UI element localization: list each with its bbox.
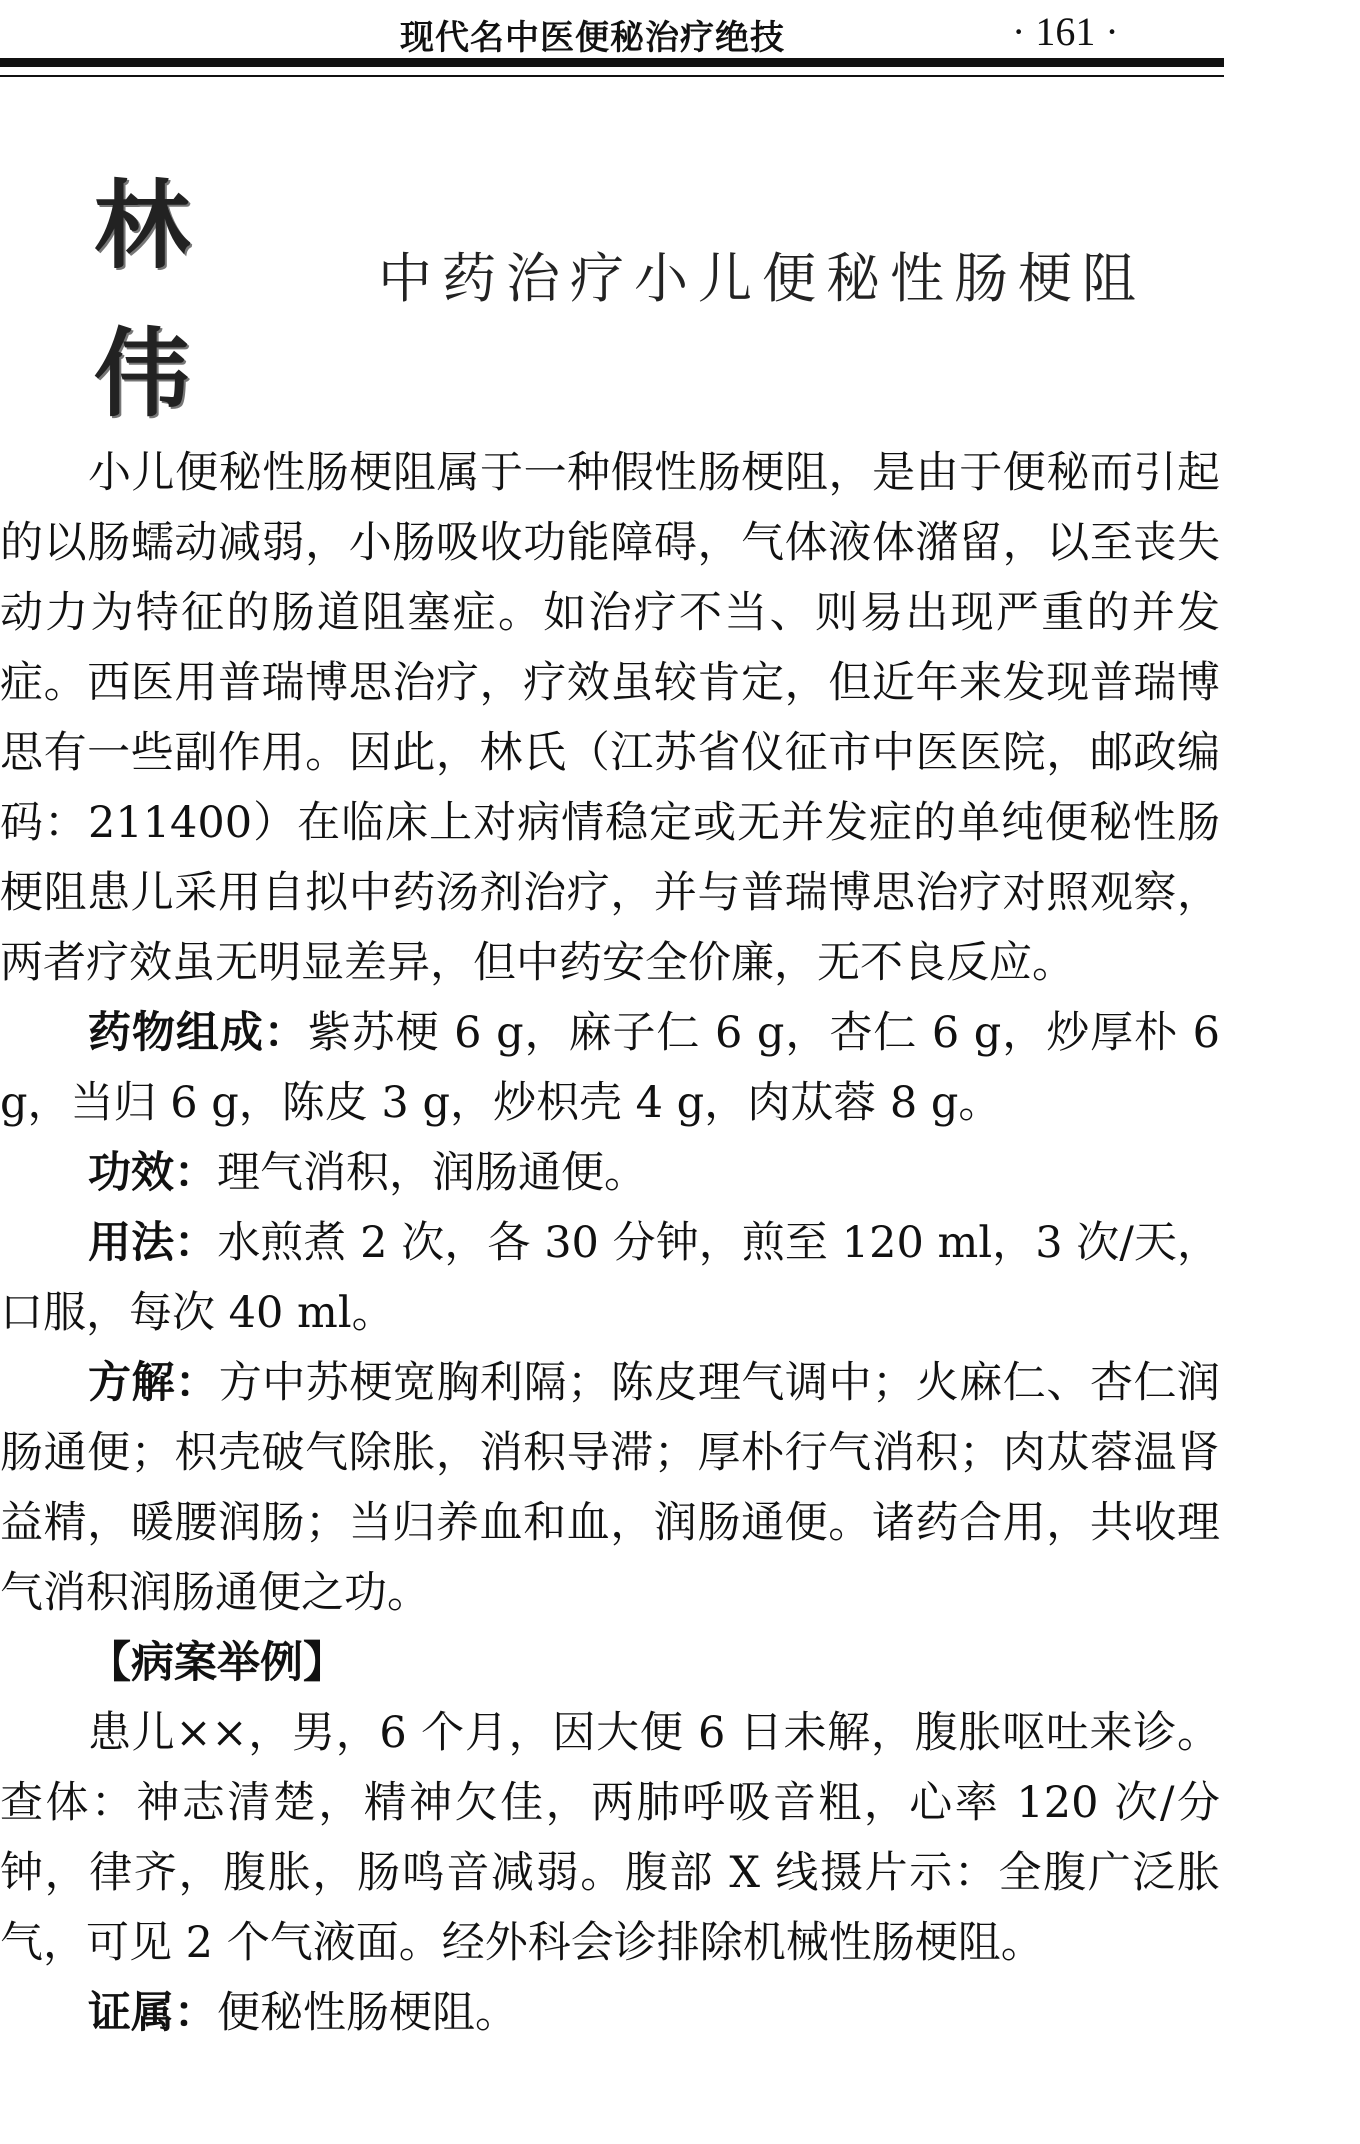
diagnosis-paragraph [0, 1978, 1220, 2048]
efficacy-paragraph [0, 1138, 1220, 1208]
usage-label: 用法： [88, 1218, 218, 1268]
efficacy-text: 理气消积，润肠通便。 [217, 1148, 647, 1198]
article-title: 中药治疗小儿便秘性肠梗阻 [378, 247, 1146, 310]
efficacy-label: 功效： [88, 1148, 217, 1198]
author-name-char-2: 伟 [94, 318, 190, 430]
explanation-paragraph [0, 1348, 1220, 1628]
article-body [0, 438, 1220, 2048]
diagnosis-label: 证属： [88, 1988, 217, 2038]
book-title: 现代名中医便秘治疗绝技 [400, 18, 785, 58]
composition-paragraph [0, 998, 1220, 1138]
usage-paragraph [0, 1208, 1220, 1348]
author-name [94, 152, 224, 448]
explanation-text: 方中苏梗宽胸利隔；陈皮理气调中；火麻仁、杏仁润肠通便；枳壳破气除胀，消积导滞；厚朴行气消积；肉苁蓉温肾益精，暖腰润肠；当归养血和血，润肠通便。诸药合用，共收理气消积润肠通便之功。 [0, 1358, 1221, 1618]
running-header [0, 8, 1224, 56]
usage-text: 水煎煮 2 次，各 30 分钟，煎至 120 ml，3 次/天，口服，每次 40 ml。 [0, 1218, 1221, 1338]
header-rule-thin [0, 75, 1224, 77]
diagnosis-text: 便秘性肠梗阻。 [217, 1988, 518, 2038]
composition-text: 紫苏梗 6 g，麻子仁 6 g，杏仁 6 g，炒厚朴 6 g，当归 6 g，陈皮 3 g，炒枳壳 4 g，肉苁蓉 8 g。 [0, 1008, 1220, 1128]
case-paragraph: 患儿××，男，6 个月，因大便 6 日未解，腹胀呕吐来诊。查体：神志清楚，精神欠佳，两肺呼吸音粗，心率 120 次/分钟，律齐，腹胀，肠鸣音减弱。腹部 X 线摄片示：全腹广泛胀气，可见 2 个气液面。经外科会诊排除机械性肠梗阻。 [0, 1708, 1220, 1968]
explanation-label: 方解： [88, 1358, 219, 1408]
intro-paragraph: 小儿便秘性肠梗阻属于一种假性肠梗阻，是由于便秘而引起的以肠蠕动减弱，小肠吸收功能障碍，气体液体潴留，以至丧失动力为特征的肠道阻塞症。如治疗不当、则易出现严重的并发症。西医用普瑞博思治疗，疗效虽较肯定，但近年来发现普瑞博思有一些副作用。因此，林氏（江苏省仪征市中医医院，邮政编码：211400）在临床上对病情稳定或无并发症的单纯便秘性肠梗阻患儿采用自拟中药汤剂治疗，并与普瑞博思治疗对照观察，两者疗效虽无明显差异，但中药安全价廉，无不良反应。 [0, 448, 1220, 988]
header-rule-thick [0, 58, 1224, 67]
page-number: · 161 · [1012, 9, 1119, 54]
case-heading: 【病案举例】 [88, 1638, 346, 1688]
author-name-char-1: 林 [94, 170, 190, 282]
composition-label: 药物组成： [88, 1008, 308, 1058]
